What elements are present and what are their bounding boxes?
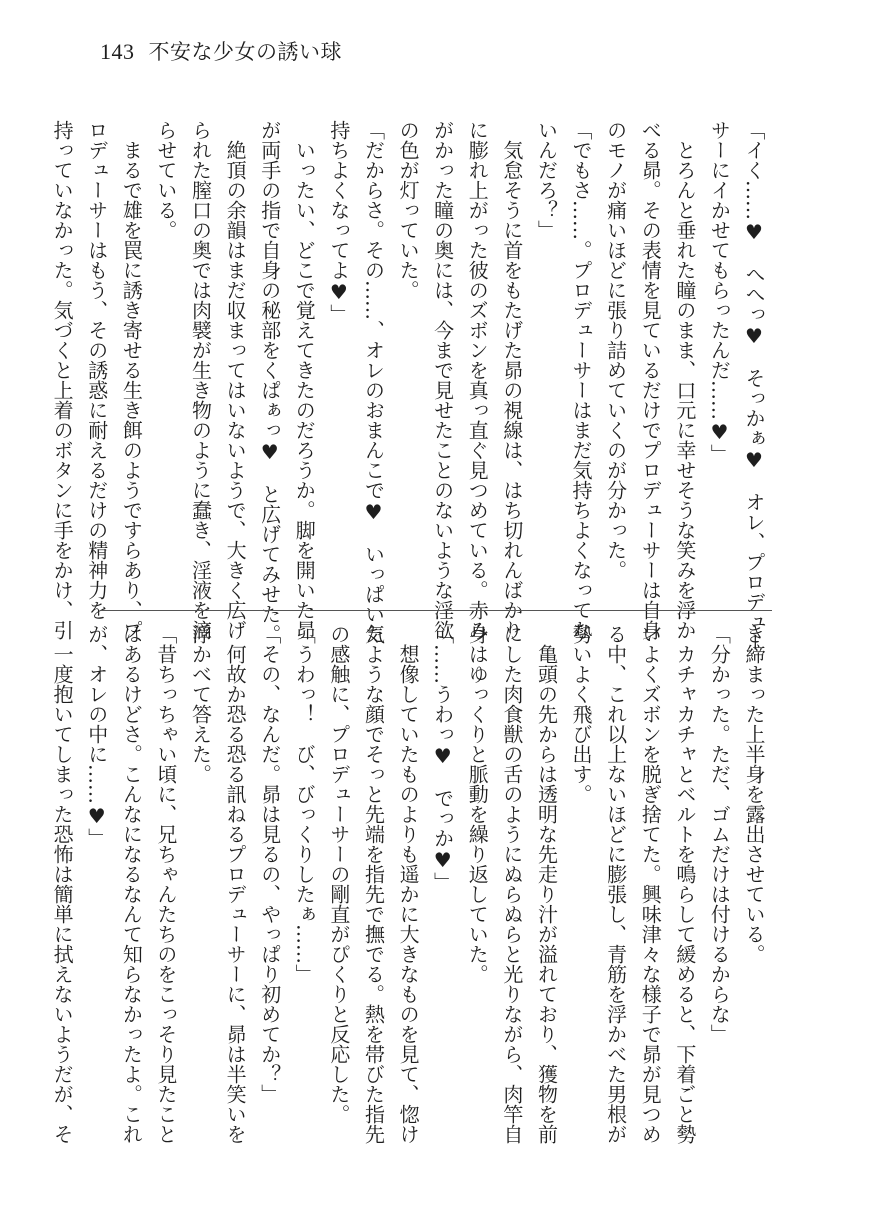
text-line: の色が灯っていた。	[396, 120, 421, 300]
text-line: サーにイかせてもらったんだ……♥」	[707, 120, 732, 464]
text-line: いよくズボンを脱ぎ捨てた。興味津々な様子で昴が見つめ	[638, 624, 663, 1144]
text-line: いったい、どこで覚えてきたのだろうか。脚を開いた昴	[292, 120, 317, 640]
text-line: 「だからさ。その……、オレのおまんこで♥ いっぱい気	[361, 120, 386, 644]
text-line: き締まった上半身を露出させている。	[742, 624, 766, 964]
text-line: の感触に、プロデューサーの剛直がぴくりと反応した。	[326, 624, 351, 1124]
text-line: る中、これ以上ないほどに膨張し、青筋を浮かべた男根が	[603, 624, 628, 1144]
text-line: べる昴。その表情を見ているだけでプロデューサーは自身	[638, 120, 663, 640]
text-line: に膨れ上がった彼のズボンを真っ直ぐ見つめている。赤み	[465, 120, 490, 640]
text-line: らせている。	[153, 120, 178, 240]
text-line: 身はゆっくりと脈動を繰り返していた。	[465, 624, 490, 984]
text-line: 持ちよくなってよ♥」	[326, 120, 351, 324]
text-line: はあるけどさ。こんなになるなんて知らなかったよ。これ	[119, 624, 144, 1144]
text-line: が両手の指で自身の秘部をくぱぁっ♥ と広げてみせた。	[257, 120, 282, 644]
text-line: 「昔ちっちゃい頃に、兄ちゃんたちのをこっそり見たこと	[153, 624, 178, 1144]
text-line: られた膣口の奥では肉襞が生き物のように蠢き、淫液を滴	[188, 120, 213, 640]
text-line: 持っていなかった。気づくと上着のボタンに手をかけ、引	[50, 120, 75, 640]
text-line: が、オレの中に……♥」	[84, 624, 109, 848]
text-line: 一度抱いてしまった恐怖は簡単に拭えないようだが、そ	[50, 624, 75, 1144]
text-line: 亀頭の先からは透明な先走り汁が溢れており、獲物を前	[534, 624, 559, 1144]
running-header	[100, 36, 342, 66]
tier-divider	[100, 610, 772, 611]
text-line: にした肉食獣の舌のようにぬらぬらと光りながら、肉竿自	[499, 624, 524, 1144]
text-line: 「その、なんだ。昴は見るの、やっぱり初めてか？」	[257, 624, 282, 1104]
text-line: たような顔でそっと先端を指先で撫でる。熱を帯びた指先	[361, 624, 386, 1144]
text-line: まるで雄を罠に誘き寄せる生き餌のようですらあり、プ	[119, 120, 144, 640]
text-line: 「うわっ！ び、びっくりしたぁ……」	[292, 624, 317, 984]
text-line: 「分かった。ただ、ゴムだけは付けるからな」	[707, 624, 732, 1044]
text-line: のモノが痛いほどに張り詰めていくのが分かった。	[603, 120, 628, 580]
text-line: 気怠そうに首をもたげた昴の視線は、はち切れんばかり	[499, 120, 524, 640]
text-line: 「でもさ……。プロデューサーはまだ気持ちよくなってな	[569, 120, 594, 640]
chapter-title: 不安な少女の誘い球	[148, 40, 342, 64]
text-line: 「……うわっ♥ でっか♥」	[430, 624, 455, 892]
text-line: いんだろ？」	[534, 120, 559, 240]
text-line: カチャカチャとベルトを鳴らして緩めると、下着ごと勢	[672, 624, 697, 1144]
text-line: 勢いよく飛び出す。	[569, 624, 594, 804]
text-line: がかった瞳の奥には、今まで見せたことのないような淫欲	[430, 120, 455, 640]
text-line: 「イく……♥ へへっ♥ そっかぁ♥ オレ、プロデュー	[742, 120, 766, 652]
text-line: 想像していたものよりも遥かに大きなものを見て、惚け	[396, 624, 421, 1144]
page-number: 143	[100, 39, 135, 64]
text-line: 絶頂の余韻はまだ収まってはいないようで、大きく広げ	[223, 120, 248, 640]
text-line: とろんと垂れた瞳のまま、口元に幸せそうな笑みを浮か	[672, 120, 697, 640]
upper-text-tier	[50, 120, 771, 652]
lower-text-tier	[50, 624, 771, 1144]
text-line: 何故か恐る恐る訊ねるプロデューサーに、昴は半笑いを	[223, 624, 248, 1144]
text-line: ロデューサーはもう、その誘惑に耐えるだけの精神力を	[84, 120, 109, 620]
text-line: 浮かべて答えた。	[188, 624, 213, 784]
